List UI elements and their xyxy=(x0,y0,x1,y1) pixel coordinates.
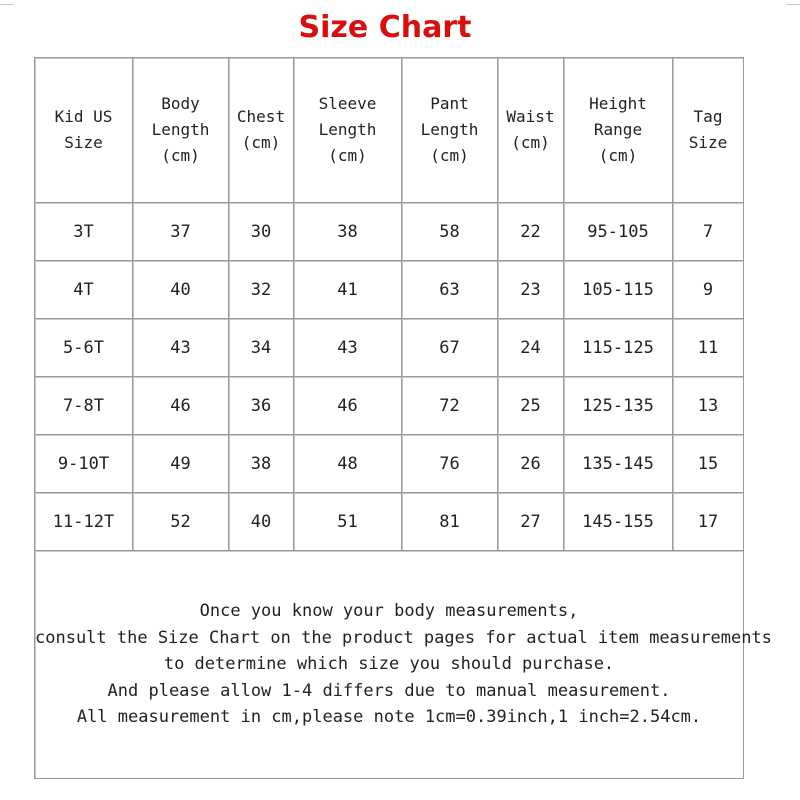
column-header-line: Size xyxy=(688,133,728,152)
corner-decoration-left xyxy=(0,0,14,5)
column-header-line: Length xyxy=(151,120,210,139)
table-row xyxy=(35,261,744,319)
table-cell: 22 xyxy=(498,203,564,261)
table-cell: 11 xyxy=(673,319,744,377)
column-header-line: (cm) xyxy=(161,146,200,165)
table-cell: 49 xyxy=(133,435,229,493)
size-chart-title: Size Chart xyxy=(298,10,472,45)
table-cell: 40 xyxy=(229,493,294,551)
table-cell: 3T xyxy=(35,203,133,261)
table-cell: 13 xyxy=(673,377,744,435)
table-cell: 43 xyxy=(294,319,402,377)
column-header xyxy=(402,58,498,203)
table-cell: 145-155 xyxy=(564,493,673,551)
table-cell: 25 xyxy=(498,377,564,435)
header-row xyxy=(35,58,744,203)
table-cell: 58 xyxy=(402,203,498,261)
table-cell: 63 xyxy=(402,261,498,319)
table-cell: 46 xyxy=(294,377,402,435)
measurement-notes xyxy=(35,551,772,779)
column-header-line: Tag xyxy=(693,107,723,126)
table-cell: 9-10T xyxy=(35,435,133,493)
note-line: to determine which size you should purchase. xyxy=(163,654,615,675)
table-cell: 105-115 xyxy=(564,261,673,319)
table-cell: 7-8T xyxy=(35,377,133,435)
table-cell: 27 xyxy=(498,493,564,551)
column-header-line: (cm) xyxy=(241,133,281,152)
table-row xyxy=(35,319,744,377)
column-header-line: Height xyxy=(589,94,647,113)
table-row xyxy=(35,435,744,493)
table-cell: 81 xyxy=(402,493,498,551)
table-cell: 40 xyxy=(133,261,229,319)
column-header xyxy=(673,58,744,203)
table-cell: 95-105 xyxy=(564,203,673,261)
table-row xyxy=(35,493,744,551)
table-cell: 4T xyxy=(35,261,133,319)
column-header-line: (cm) xyxy=(328,146,367,165)
column-header xyxy=(133,58,229,203)
column-header xyxy=(564,58,673,203)
table-cell: 9 xyxy=(673,261,744,319)
column-header-line: (cm) xyxy=(598,146,638,165)
column-header-line: Length xyxy=(318,120,377,139)
table-cell: 115-125 xyxy=(564,319,673,377)
table-cell: 48 xyxy=(294,435,402,493)
column-header xyxy=(498,58,564,203)
table-cell: 11-12T xyxy=(35,493,133,551)
table-cell: 76 xyxy=(402,435,498,493)
table-cell: 43 xyxy=(133,319,229,377)
table-cell: 38 xyxy=(229,435,294,493)
table-cell: 72 xyxy=(402,377,498,435)
table-row xyxy=(35,203,744,261)
notes-row xyxy=(35,551,744,779)
column-header-line: Waist xyxy=(506,107,555,126)
size-chart-table xyxy=(34,57,772,779)
table-cell: 23 xyxy=(498,261,564,319)
column-header-line: Length xyxy=(420,120,479,139)
table-cell: 26 xyxy=(498,435,564,493)
column-header xyxy=(229,58,294,203)
table-row xyxy=(35,377,744,435)
column-header-line: Size xyxy=(64,133,103,152)
column-header-line: Chest xyxy=(236,107,286,126)
column-header-line: Kid US xyxy=(54,107,113,126)
table-cell: 30 xyxy=(229,203,294,261)
column-header-line: Sleeve xyxy=(318,94,377,113)
note-line: All measurement in cm,please note 1cm=0.39inch,1 inch=2.54cm. xyxy=(76,707,702,728)
column-header-line: Range xyxy=(593,120,643,139)
table-cell: 5-6T xyxy=(35,319,133,377)
table-cell: 38 xyxy=(294,203,402,261)
column-header-line: Pant xyxy=(430,94,469,113)
note-line: And please allow 1-4 differs due to manual measurement. xyxy=(107,680,671,701)
table-cell: 37 xyxy=(133,203,229,261)
column-header xyxy=(294,58,402,203)
table-cell: 36 xyxy=(229,377,294,435)
table-cell: 51 xyxy=(294,493,402,551)
table-cell: 17 xyxy=(673,493,744,551)
table-cell: 125-135 xyxy=(564,377,673,435)
table-cell: 7 xyxy=(673,203,744,261)
table-cell: 24 xyxy=(498,319,564,377)
table-cell: 52 xyxy=(133,493,229,551)
column-header-line: (cm) xyxy=(430,146,469,165)
table-cell: 67 xyxy=(402,319,498,377)
table-cell: 46 xyxy=(133,377,229,435)
column-header-line: (cm) xyxy=(511,133,550,152)
corner-decoration-right xyxy=(786,0,800,5)
note-line: Once you know your body measurements, xyxy=(199,601,579,622)
table-cell: 32 xyxy=(229,261,294,319)
table-cell: 135-145 xyxy=(564,435,673,493)
table-cell: 34 xyxy=(229,319,294,377)
column-header xyxy=(35,58,133,203)
column-header-line: Body xyxy=(161,94,200,113)
table-cell: 15 xyxy=(673,435,744,493)
table-cell: 41 xyxy=(294,261,402,319)
note-line: consult the Size Chart on the product pages for actual item measurements xyxy=(35,627,772,648)
